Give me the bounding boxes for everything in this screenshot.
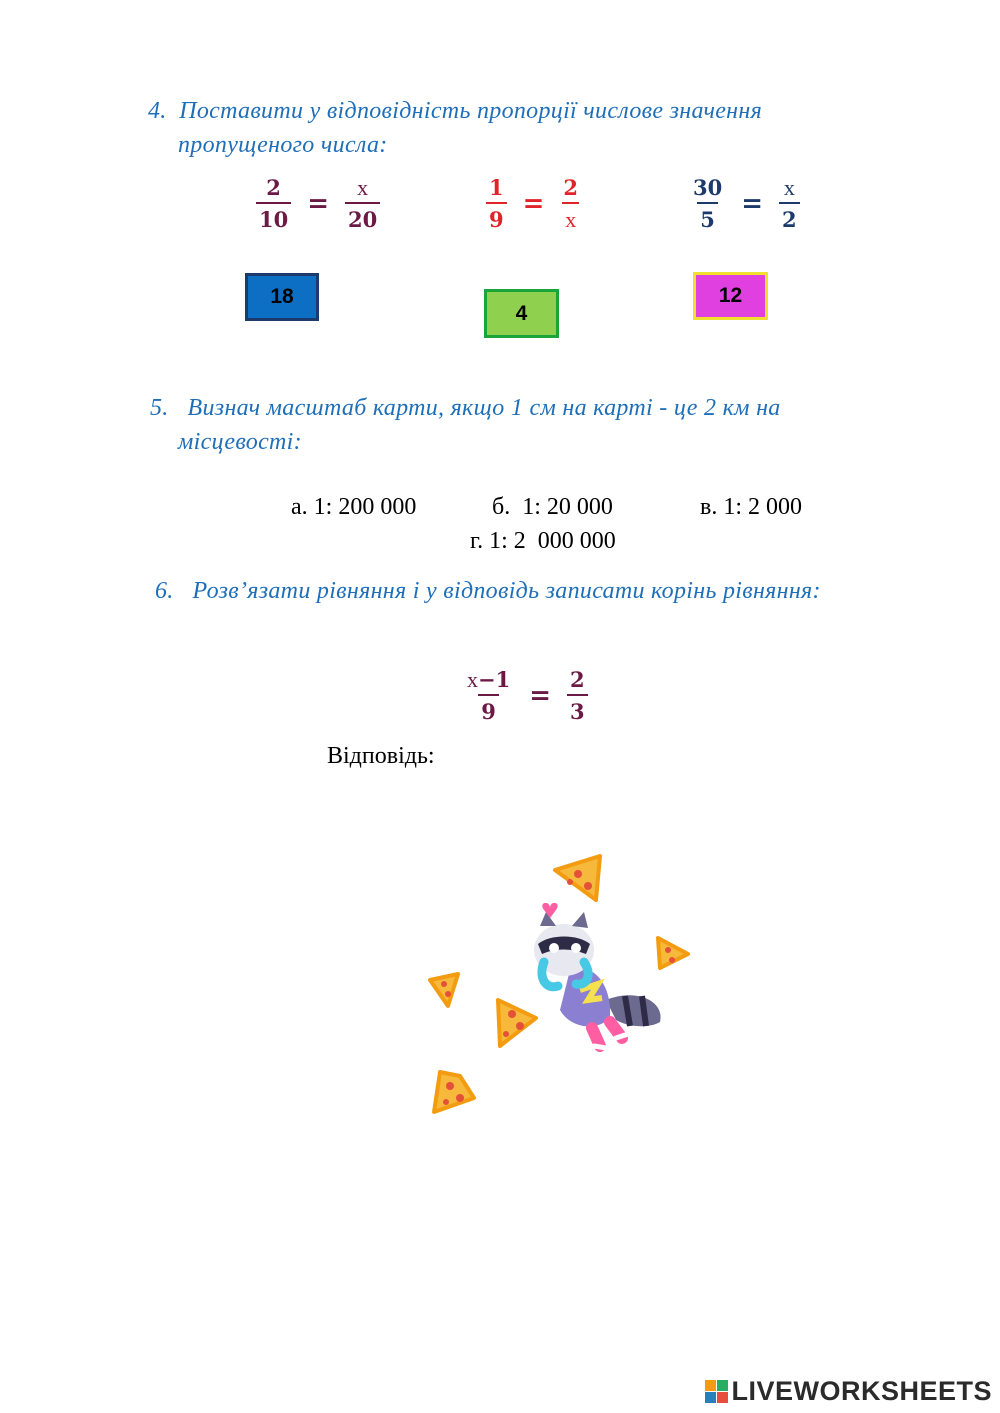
proportion-1-a-numerator: 2 <box>266 175 281 200</box>
logo-text: LIVEWORKSHEETS <box>731 1376 992 1406</box>
proportion-2-equals: = <box>522 189 545 219</box>
pizza-slice-icon <box>555 856 600 900</box>
proportion-3-a-denominator: 5 <box>697 202 718 232</box>
proportion-1-b-denominator: 20 <box>345 202 380 232</box>
question-5-line-1 <box>150 391 781 425</box>
pizza-slice-icon <box>430 974 458 1006</box>
question-6-number: 6. <box>155 578 174 604</box>
question-5-text: Визнач масштаб карти, якщо 1 см на карті - це 2 км на <box>187 395 781 421</box>
question-4-line-1 <box>148 94 762 128</box>
equation <box>464 668 588 724</box>
question-6-line-1 <box>155 574 821 608</box>
equation-b-numerator: 2 <box>570 667 585 692</box>
option-d[interactable]: г. 1: 2 000 000 <box>470 528 616 554</box>
option-c[interactable]: в. 1: 2 000 <box>700 494 802 520</box>
answer-box-18[interactable]: 18 <box>245 273 319 321</box>
question-4-text: Поставити у відповідність пропорції числове значення <box>179 98 763 124</box>
equation-numerator-rest: −1 <box>478 667 511 692</box>
equation-a-denominator: 9 <box>478 694 499 724</box>
option-b[interactable]: б. 1: 20 000 <box>492 494 613 520</box>
proportion-1-b-numerator: x <box>357 175 369 200</box>
equation-b-denominator: 3 <box>567 694 588 724</box>
proportion-3-b-denominator: 2 <box>779 202 800 232</box>
answer-label: Відповідь: <box>327 743 435 769</box>
equation-equals: = <box>529 681 552 711</box>
question-6-text: Розв’язати рівняння і у відповідь записати корінь рівняння: <box>192 578 821 604</box>
logo-mark-icon <box>705 1380 728 1403</box>
proportion-1-equals: = <box>307 189 330 219</box>
proportion-3-a-numerator: 30 <box>693 175 723 200</box>
proportion-3-b-numerator: x <box>783 175 795 200</box>
proportion-1 <box>256 176 380 232</box>
proportion-3-equals: = <box>741 189 764 219</box>
question-5-number: 5. <box>150 395 169 421</box>
proportion-2-b-denominator: x <box>562 202 579 232</box>
proportion-3 <box>690 176 800 232</box>
question-4-line-2: пропущеного числа: <box>178 132 388 158</box>
question-5-line-2: місцевості: <box>178 429 302 455</box>
answer-box-4[interactable]: 4 <box>484 289 559 338</box>
proportion-1-a-denominator: 10 <box>256 202 291 232</box>
proportion-2-b-numerator: 2 <box>563 175 579 200</box>
proportion-2-a-numerator: 1 <box>489 175 504 200</box>
pizza-slice-icon <box>434 1072 474 1112</box>
raccoon-icon <box>534 903 661 1048</box>
equation-variable: x <box>467 667 478 692</box>
option-a[interactable]: а. 1: 200 000 <box>291 494 417 520</box>
proportion-2 <box>486 176 581 232</box>
pizza-slice-icon <box>498 1000 536 1046</box>
proportion-2-a-denominator: 9 <box>486 202 507 232</box>
question-4-number: 4. <box>148 98 167 124</box>
raccoon-pizza-illustration <box>420 850 700 1130</box>
answer-box-12[interactable]: 12 <box>693 272 768 320</box>
pizza-slice-icon <box>658 938 688 968</box>
liveworksheets-logo[interactable] <box>705 1376 992 1407</box>
